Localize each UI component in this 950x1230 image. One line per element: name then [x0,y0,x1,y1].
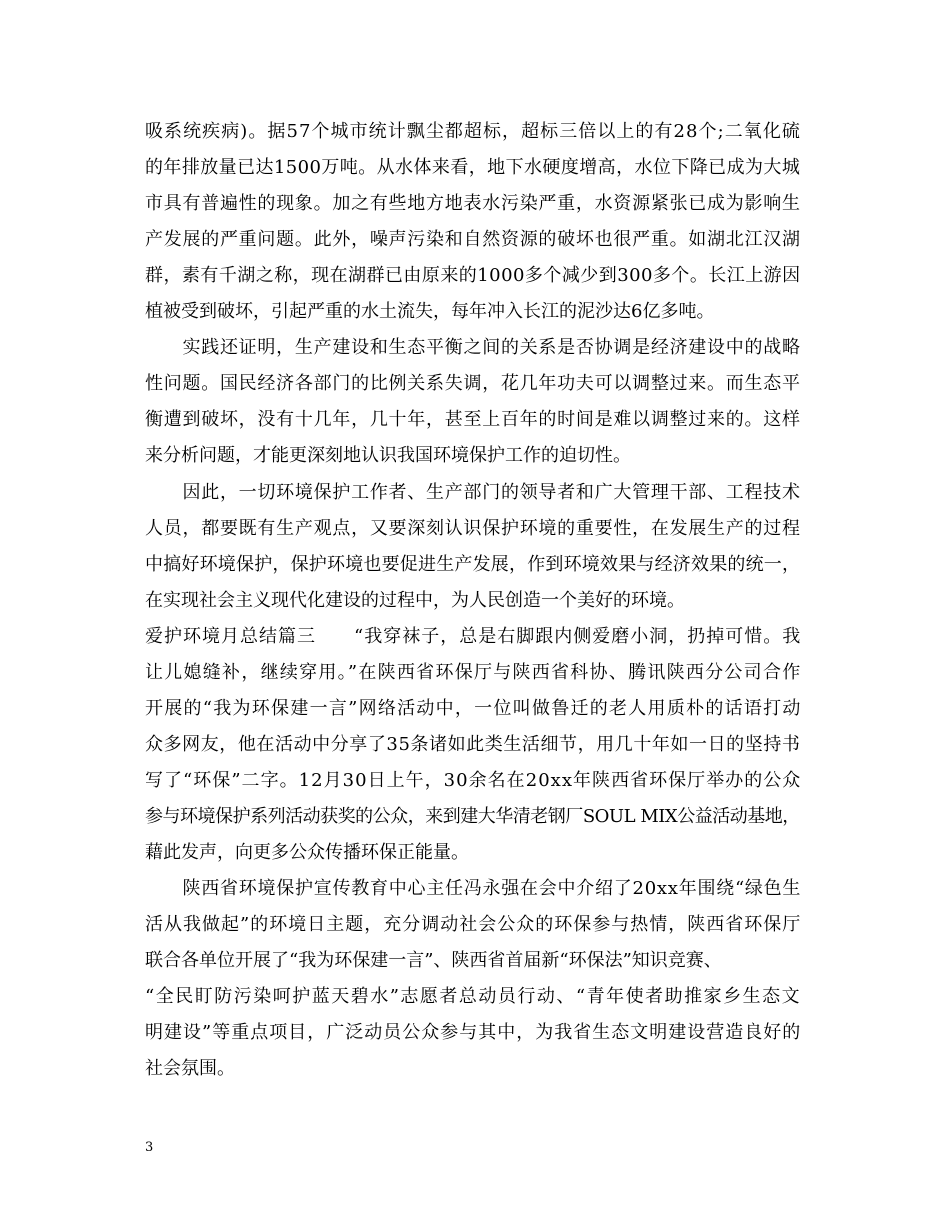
text-line: 产发展的严重问题。此外，噪声污染和自然资源的破坏也很严重。如湖北江汉湖 [145,229,801,251]
text-line: 开展的“我为环保建一言”网络活动中，一位叫做鲁迁的老人用质朴的话语打动 [145,697,802,719]
text-line: 的年排放量已达1500万吨。从水体来看，地下水硬度增高，水位下降已成为大城 [145,157,801,179]
text-line: 明建设”等重点项目，广泛动员公众参与其中，为我省生态文明建设营造良好的 [145,1022,802,1044]
text-line: 陕西省环境保护宣传教育中心主任冯永强在会中介绍了20xx年围绕“绿色生 [145,878,802,899]
text-line: 人员，都要既有生产观点，又要深刻认识保护环境的重要性，在发展生产的过程 [145,517,801,539]
text-line: 群，素有千湖之称，现在湖群已由原来的1000多个减少到300多个。长江上游因 [145,265,801,287]
text-line: 藉此发声，向更多公众传播环保正能量。 [145,842,469,863]
text-line: 活从我做起”的环境日主题，充分调动社会公众的环保参与热情，陕西省环保厅 [145,914,802,936]
text-line: 植被受到破坏，引起严重的水土流失，每年冲入长江的泥沙达6亿多吨。 [145,301,715,323]
text-line: 市具有普遍性的现象。加之有些地方地表水污染严重，水资源紧张已成为影响生 [145,193,801,215]
text-line: 中搞好环境保护，保护环境也要促进生产发展，作到环境效果与经济效果的统一， [145,553,801,575]
text-line: 吸系统疾病)。据57个城市统计飘尘都超标，超标三倍以上的有28个;二氧化硫 [145,121,801,142]
text-line: 衡遭到破坏，没有十几年，几十年，甚至上百年的时间是难以调整过来的。这样 [145,409,801,431]
page-number: 3 [145,1140,154,1155]
text-line: 让儿媳缝补，继续穿用。”在陕西省环保厅与陕西省科协、腾讯陕西分公司合作 [145,661,802,683]
text-line: 实践还证明，生产建设和生态平衡之间的关系是否协调是经济建设中的战略 [145,337,801,359]
text-line: 因此，一切环境保护工作者、生产部门的领导者和广大管理干部、工程技术 [145,481,801,503]
text-line: 众多网友，他在活动中分享了35条诸如此类生活细节，用几十年如一日的坚持书 [145,733,801,755]
text-line: 联合各单位开展了“我为环保建一言”、陕西省首届新“环保法”知识竞赛、 [145,950,722,972]
text-line: 在实现社会主义现代化建设的过程中，为人民创造一个美好的环境。 [145,589,685,611]
text-line: “全民盯防污染呵护蓝天碧水”志愿者总动员行动、“青年使者助推家乡生态文 [145,986,802,1008]
text-line: 社会氛围。 [145,1058,235,1080]
text-line: 性问题。国民经济各部门的比例关系失调，花几年功夫可以调整过来。而生态平 [145,373,801,395]
text-line: 写了“环保”二字。12月30日上午，30余名在20xx年陕西省环保厅举办的公众 [145,769,802,791]
text-line: 爱护环境月总结篇三 “我穿袜子，总是右脚跟内侧爱磨小洞，扔掉可惜。我 [145,625,802,647]
text-line: 来分析问题，才能更深刻地认识我国环境保护工作的迫切性。 [145,445,631,467]
text-line: 参与环境保护系列活动获奖的公众，来到建大华清老钢厂SOUL MIX公益活动基地， [145,805,800,827]
